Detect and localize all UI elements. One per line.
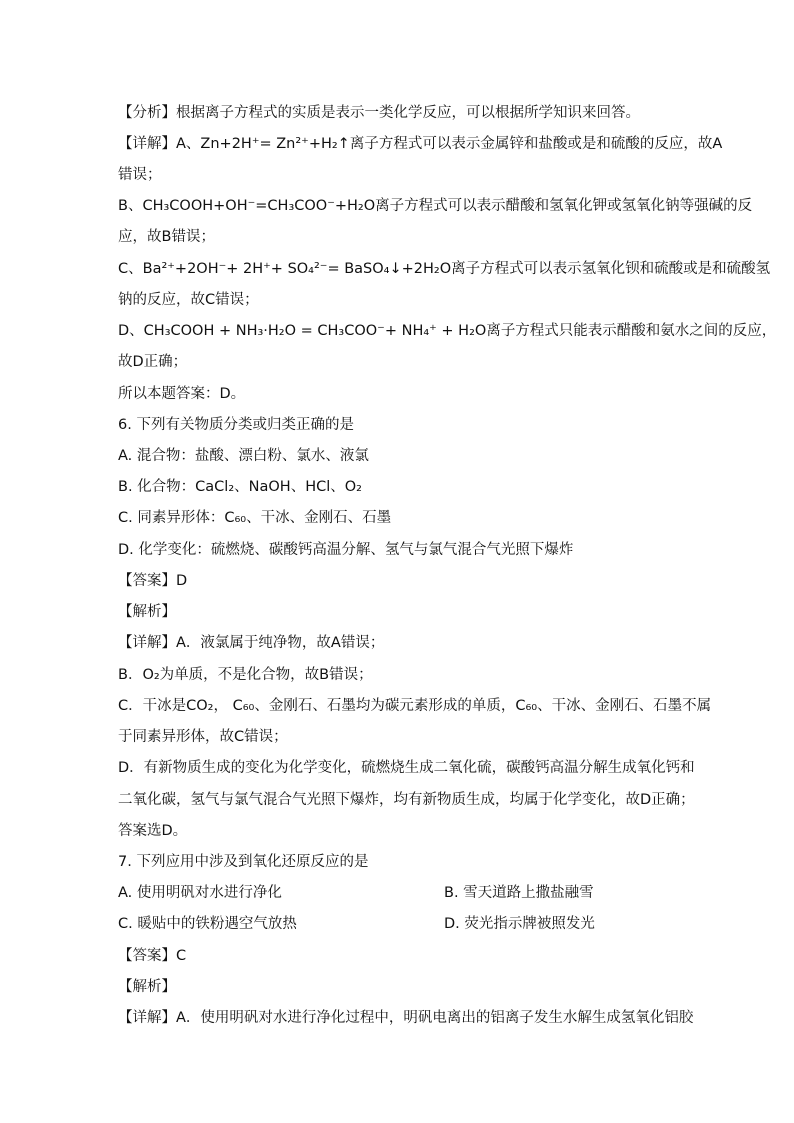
explanation-line: 钠的反应，故C错误； (118, 292, 259, 308)
question-7-explanation-line: 【详解】A．使用明矾对水进行净化过程中，明矾电离出的铝离子发生水解生成氢氧化铝胶 (118, 1010, 694, 1026)
explanation-line: 【详解】A、Zn+2H⁺= Zn²⁺+H₂↑离子方程式可以表示金属锌和盐酸或是和硫酸的反应，故A (118, 136, 723, 152)
question-6-explanation-line: 于同素异形体，故C错误； (118, 729, 288, 745)
explanation-line: B、CH₃COOH+OH⁻=CH₃COO⁻+H₂O离子方程式可以表示醋酸和氢氧化钾或氢氧化钠等强碱的反 (118, 198, 753, 214)
question-6-answer-choice: 答案选D。 (118, 823, 188, 839)
question-6-explanation-line: 二氧化碳，氢气与氯气混合气光照下爆炸，均有新物质生成，均属于化学变化，故D正确； (118, 792, 695, 808)
question-7-option-d: D. 荧光指示牌被照发光 (444, 916, 595, 932)
analysis-line: 【分析】根据离子方程式的实质是表示一类化学反应，可以根据所学知识来回答。 (118, 105, 640, 121)
question-6-option-d: D. 化学变化：硫燃烧、碳酸钙高温分解、氢气与氯气混合气光照下爆炸 (118, 542, 574, 558)
question-6-option-c: C. 同素异形体：C₆₀、干冰、金刚石、石墨 (118, 510, 392, 526)
question-6-explanation-line: C．干冰是CO₂， C₆₀、金刚石、石墨均为碳元素形成的单质，C₆₀、干冰、金刚石、石墨不属 (118, 698, 712, 714)
explanation-line: 故D正确； (118, 354, 188, 370)
question-6-answer: 【答案】D (118, 573, 188, 589)
question-7-option-c: C. 暖贴中的铁粉遇空气放热 (118, 916, 297, 932)
question-6-option-b: B. 化合物：CaCl₂、NaOH、HCl、O₂ (118, 479, 362, 495)
question-7-answer: 【答案】C (118, 948, 187, 964)
explanation-line: 应，故B错误； (118, 229, 215, 245)
question-7-stem: 7. 下列应用中涉及到氧化还原反应的是 (118, 854, 369, 870)
question-6-stem: 6. 下列有关物质分类或归类正确的是 (118, 417, 354, 433)
question-7-option-b: B. 雪天道路上撒盐融雪 (444, 885, 594, 901)
question-7-option-a: A. 使用明矾对水进行净化 (118, 885, 282, 901)
explanation-line: D、CH₃COOH + NH₃·H₂O = CH₃COO⁻+ NH₄⁺ + H₂O离子方程式只能表示醋酸和氨水之间的反应， (118, 323, 777, 339)
question-6-option-a: A. 混合物：盐酸、漂白粉、氯水、液氯 (118, 448, 369, 464)
question-6-explanation-line: B．O₂为单质，不是化合物，故B错误； (118, 667, 373, 683)
explanation-line: 错误； (118, 167, 162, 183)
question-6-explanation-line: D．有新物质生成的变化为化学变化，硫燃烧生成二氧化硫，碳酸钙高温分解生成氧化钙和 (118, 760, 695, 776)
question-6-explanation-line: 【详解】A．液氯属于纯净物，故A错误； (118, 635, 385, 651)
answer-summary: 所以本题答案：D。 (118, 386, 246, 402)
explanation-line: C、Ba²⁺+2OH⁻+ 2H⁺+ SO₄²⁻= BaSO₄↓+2H₂O离子方程式可以表示氢氧化钡和硫酸或是和硫酸氢 (118, 261, 771, 277)
question-7-analysis-heading: 【解析】 (118, 979, 176, 995)
question-6-analysis-heading: 【解析】 (118, 604, 176, 620)
